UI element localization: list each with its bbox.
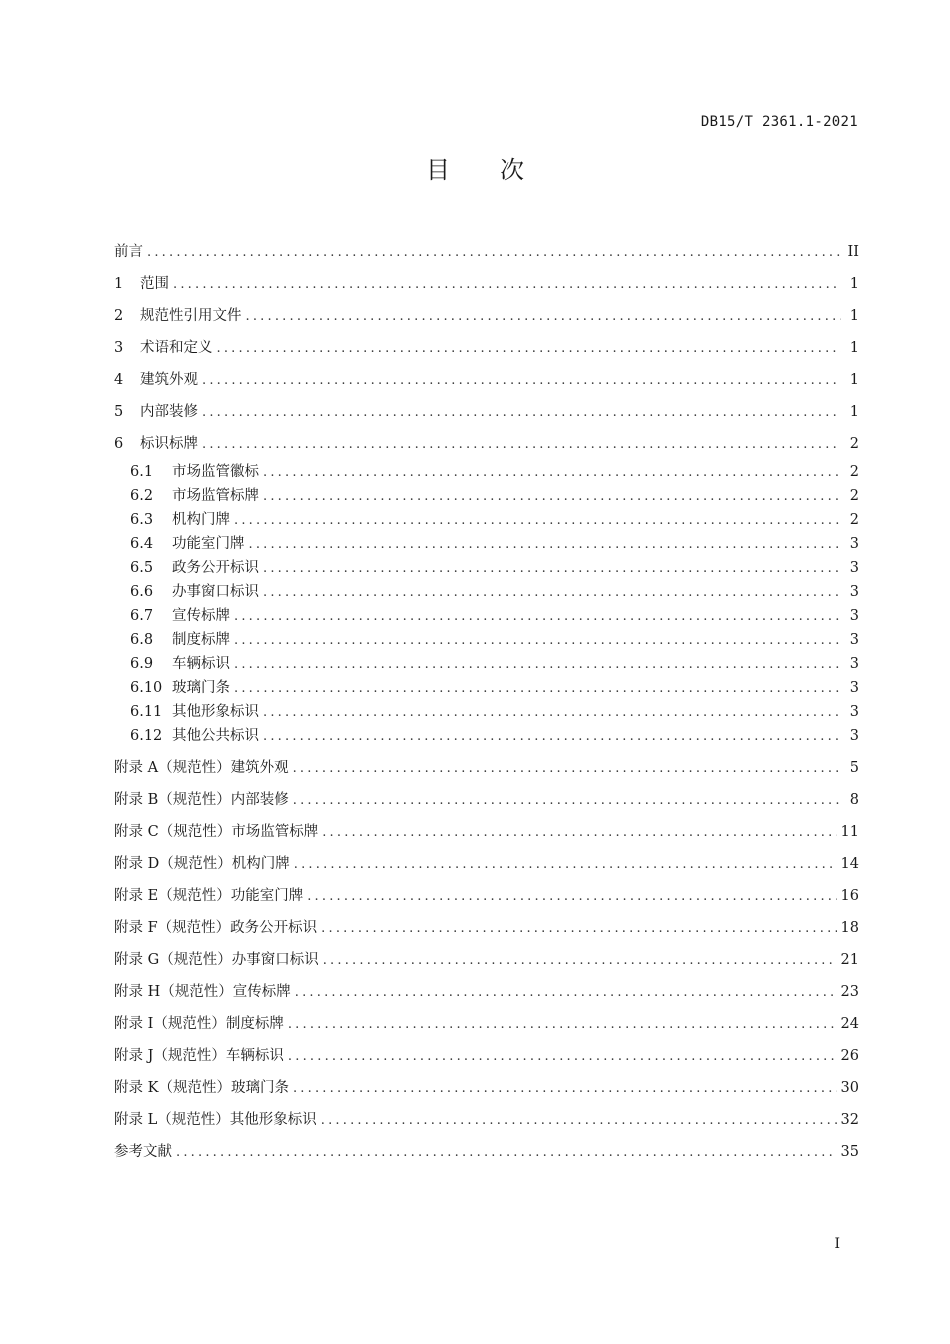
toc-entry-page: 2 [849,512,859,528]
toc-entry-label: 附录 C（规范性）市场监管标牌 [114,824,319,840]
toc-leader-dots [321,1105,837,1137]
toc-entry-number: 2 [114,308,124,324]
toc-entry-label: 宣传标牌 [172,608,230,624]
toc-entry[interactable] [114,556,859,580]
toc-entry-page: 3 [849,704,859,720]
toc-entry-page: 1 [849,276,859,292]
toc-entry[interactable] [114,580,859,604]
toc-entry-label: 车辆标识 [172,656,230,672]
toc-entry-label: 政务公开标识 [172,560,259,576]
toc-entry-page: 3 [849,656,859,672]
toc-entry-label: 附录 B（规范性）内部装修 [114,792,289,808]
toc-leader-dots [147,237,841,269]
toc-leader-dots [263,557,841,581]
toc-leader-dots [307,881,836,913]
toc-entry-number: 6.7 [130,608,154,624]
toc-leader-dots [293,753,841,785]
toc-entry-page: 11 [840,824,859,840]
toc-entry-label: 功能室门牌 [172,536,245,552]
toc-entry-number: 6.4 [130,536,154,552]
toc-leader-dots [173,269,841,301]
toc-entry[interactable] [114,508,859,532]
table-of-contents [114,236,859,1168]
toc-entry-page: 3 [849,680,859,696]
toc-entry-page: 3 [849,536,859,552]
toc-entry-page: 1 [849,340,859,356]
toc-entry-page: 21 [840,952,859,968]
toc-entry-label: 市场监管徽标 [172,464,259,480]
toc-entry-label: 内部装修 [140,404,198,420]
toc-entry-number: 1 [114,276,124,292]
toc-entry-page: 3 [849,584,859,600]
toc-entry-label: 附录 J（规范性）车辆标识 [114,1048,284,1064]
toc-entry-page: 14 [840,856,859,872]
toc-leader-dots [288,1009,837,1041]
toc-entry[interactable] [114,460,859,484]
toc-entry-label: 前言 [114,244,143,260]
toc-entry[interactable] [114,1072,859,1104]
toc-entry-label: 制度标牌 [172,632,230,648]
toc-leader-dots [263,485,841,509]
toc-entry[interactable] [114,332,859,364]
toc-entry[interactable] [114,1104,859,1136]
toc-entry-page: 35 [840,1144,859,1160]
toc-entry-number: 6.8 [130,632,154,648]
toc-entry[interactable] [114,428,859,460]
toc-entry-label: 其他形象标识 [172,704,259,720]
toc-entry-page: 24 [840,1016,859,1032]
toc-entry[interactable] [114,816,859,848]
toc-leader-dots [263,581,841,605]
toc-entry-number: 6.3 [130,512,154,528]
toc-entry-page: 8 [849,792,859,808]
toc-entry-label: 附录 I（规范性）制度标牌 [114,1016,284,1032]
toc-entry-page: 18 [840,920,859,936]
toc-leader-dots [249,533,842,557]
toc-entry-number: 6.11 [130,704,163,720]
toc-entry[interactable] [114,784,859,816]
toc-entry-label: 附录 A（规范性）建筑外观 [114,760,289,776]
toc-entry-label: 附录 F（规范性）政务公开标识 [114,920,318,936]
toc-entry-label: 标识标牌 [140,436,198,452]
toc-entry-page: 3 [849,608,859,624]
toc-entry-page: 1 [849,308,859,324]
toc-entry[interactable] [114,396,859,428]
toc-leader-dots [234,677,841,701]
toc-entry-page: 32 [840,1112,859,1128]
toc-leader-dots [202,429,841,461]
toc-entry-label: 玻璃门条 [172,680,230,696]
toc-entry-number: 6.5 [130,560,154,576]
toc-leader-dots [217,333,842,365]
toc-entry-page: 16 [840,888,859,904]
toc-leader-dots [263,701,841,725]
toc-entry[interactable] [114,532,859,556]
toc-entry-number: 6.1 [130,464,154,480]
toc-entry-page: 2 [849,488,859,504]
page-number: I [834,1236,840,1252]
toc-entry-label: 附录 G（规范性）办事窗口标识 [114,952,319,968]
toc-entry-page: 23 [840,984,859,1000]
toc-entry-label: 附录 D（规范性）机构门牌 [114,856,290,872]
toc-entry-number: 6.2 [130,488,154,504]
page-title [0,150,950,185]
toc-entry-number: 4 [114,372,124,388]
toc-entry[interactable] [114,752,859,784]
toc-entry-label: 办事窗口标识 [172,584,259,600]
toc-entry-page: 2 [849,436,859,452]
toc-leader-dots [234,605,841,629]
toc-entry-label: 规范性引用文件 [140,308,242,324]
toc-entry-label: 参考文献 [114,1144,172,1160]
toc-leader-dots [202,365,841,397]
toc-entry-page: 3 [849,560,859,576]
toc-entry[interactable] [114,944,859,976]
toc-leader-dots [321,913,836,945]
toc-entry[interactable] [114,652,859,676]
toc-entry[interactable] [114,236,859,268]
toc-leader-dots [294,849,837,881]
toc-leader-dots [322,817,836,849]
toc-entry[interactable] [114,848,859,880]
toc-entry[interactable] [114,700,859,724]
toc-entry-page: 26 [840,1048,859,1064]
toc-leader-dots [288,1041,837,1073]
toc-entry-number: 6.10 [130,680,163,696]
toc-entry-number: 5 [114,404,124,420]
toc-entry-page: 30 [840,1080,859,1096]
title-char-1: 目 [426,156,450,184]
toc-entry-label: 附录 E（规范性）功能室门牌 [114,888,304,904]
toc-entry[interactable] [114,912,859,944]
toc-entry-page: 5 [849,760,859,776]
toc-entry[interactable] [114,976,859,1008]
toc-entry[interactable] [114,676,859,700]
toc-entry-label: 附录 K（规范性）玻璃门条 [114,1080,289,1096]
toc-entry[interactable] [114,1136,859,1168]
toc-entry-number: 3 [114,340,124,356]
toc-leader-dots [295,977,837,1009]
toc-leader-dots [293,1073,837,1105]
toc-leader-dots [234,629,841,653]
toc-leader-dots [293,785,841,817]
toc-entry-page: II [847,244,859,260]
title-char-2: 次 [500,156,524,184]
toc-entry[interactable] [114,628,859,652]
toc-entry[interactable] [114,1040,859,1072]
toc-entry-label: 附录 H（规范性）宣传标牌 [114,984,291,1000]
document-code: DB15/T 2361.1-2021 [700,114,858,130]
toc-entry-number: 6.6 [130,584,154,600]
toc-entry-page: 3 [849,632,859,648]
toc-entry[interactable] [114,268,859,300]
toc-entry[interactable] [114,1008,859,1040]
toc-entry[interactable] [114,724,859,748]
toc-entry[interactable] [114,880,859,912]
toc-entry-label: 范围 [140,276,169,292]
toc-leader-dots [246,301,842,333]
toc-leader-dots [202,397,841,429]
toc-entry-number: 6.12 [130,728,163,744]
toc-entry[interactable] [114,364,859,396]
toc-entry[interactable] [114,300,859,332]
toc-entry-label: 其他公共标识 [172,728,259,744]
toc-leader-dots [234,509,841,533]
toc-entry-label: 机构门牌 [172,512,230,528]
toc-entry[interactable] [114,604,859,628]
toc-entry-label: 附录 L（规范性）其他形象标识 [114,1112,317,1128]
toc-entry-page: 1 [849,372,859,388]
toc-entry-page: 3 [849,728,859,744]
toc-entry-label: 建筑外观 [140,372,198,388]
toc-entry-label: 市场监管标牌 [172,488,259,504]
toc-entry-number: 6.9 [130,656,154,672]
toc-leader-dots [176,1137,837,1169]
toc-entry-page: 1 [849,404,859,420]
toc-entry-page: 2 [849,464,859,480]
toc-leader-dots [263,461,841,485]
toc-entry[interactable] [114,484,859,508]
toc-leader-dots [234,653,841,677]
toc-entry-number: 6 [114,436,124,452]
toc-leader-dots [263,725,841,749]
toc-leader-dots [323,945,837,977]
toc-entry-label: 术语和定义 [140,340,213,356]
